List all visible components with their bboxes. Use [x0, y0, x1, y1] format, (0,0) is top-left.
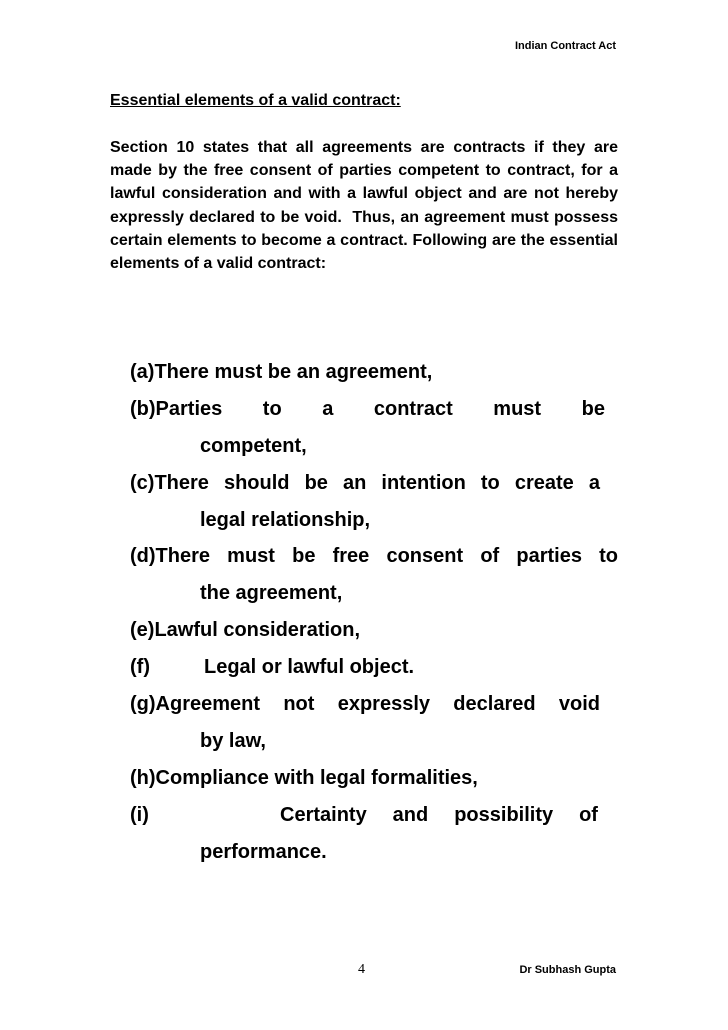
element-i-word: of	[579, 803, 598, 826]
element-g	[130, 686, 600, 723]
element-c-word: create	[514, 471, 574, 494]
element-h	[130, 760, 618, 797]
element-g-word: expressly	[337, 693, 430, 716]
page-number: 4	[358, 962, 365, 977]
element-d-word: free	[332, 545, 370, 568]
element-a-text: (a)There must be an agreement,	[130, 361, 433, 383]
intro-paragraph: Section 10 states that all agreements are contracts if they are made by the free consent of parties competent to contract, for a lawful consideration and with a lawful object and are not hereby expressly declared to be void. Thus, an agreement must possess certain elements to become a contract. Following are the essential elements of a valid contract:	[110, 139, 618, 273]
element-i-continuation	[130, 834, 618, 871]
element-i-word: possibility	[454, 803, 554, 826]
element-h-text: (h)Compliance with legal formalities,	[130, 766, 478, 789]
element-i-word: and	[392, 803, 429, 826]
element-b-line2: competent,	[200, 434, 307, 457]
element-b-word: a	[322, 397, 334, 420]
element-b	[130, 391, 605, 428]
element-c-word: (c)There	[130, 471, 209, 494]
author-footer: Dr Subhash Gupta	[519, 964, 616, 976]
element-b-word: (b)Parties	[130, 397, 223, 420]
element-c-line2: legal relationship,	[200, 508, 371, 531]
element-b-word: contract	[373, 397, 453, 420]
element-f-label: (f)	[130, 656, 150, 679]
element-d-continuation	[130, 575, 618, 612]
element-e-text: (e)Lawful consideration,	[130, 619, 361, 642]
element-c-word: should	[223, 471, 290, 494]
element-i	[130, 797, 618, 834]
element-c-word: an	[342, 471, 367, 494]
element-c-continuation	[130, 502, 618, 539]
element-d-word: consent	[386, 545, 464, 568]
running-header: Indian Contract Act	[514, 40, 616, 52]
element-g-continuation	[130, 723, 618, 760]
element-c-word: intention	[381, 471, 466, 494]
element-d-line2: the agreement,	[200, 582, 343, 605]
element-d-word: (d)There	[130, 545, 210, 568]
element-i-words	[280, 797, 598, 834]
element-d	[130, 538, 618, 575]
element-d-word: must	[227, 545, 275, 568]
element-b-word: be	[581, 397, 605, 420]
element-c-word: be	[304, 471, 328, 494]
element-d-word: parties	[516, 545, 582, 568]
element-b-word: to	[262, 397, 282, 420]
elements-list	[130, 354, 618, 870]
element-d-word: to	[599, 545, 618, 568]
element-f-text: Legal or lawful object.	[204, 656, 415, 679]
element-g-word: void	[558, 693, 600, 716]
section-heading: Essential elements of a valid contract:	[110, 92, 401, 109]
element-c-word: a	[588, 471, 600, 494]
element-b-continuation	[130, 428, 618, 465]
element-b-word: must	[493, 397, 542, 420]
element-i-line2: performance.	[200, 840, 327, 863]
element-g-word: (g)Agreement	[130, 693, 261, 716]
element-c	[130, 465, 600, 502]
element-d-word: of	[480, 545, 500, 568]
element-g-line2: by law,	[200, 729, 266, 752]
element-g-word: declared	[453, 693, 536, 716]
element-a	[130, 354, 618, 391]
element-g-word: not	[283, 693, 315, 716]
element-c-word: to	[480, 471, 500, 494]
element-i-label: (i)	[130, 803, 149, 826]
element-i-word: Certainty	[280, 803, 367, 826]
element-e	[130, 612, 618, 649]
element-f	[130, 649, 618, 686]
element-d-word: be	[292, 545, 316, 568]
